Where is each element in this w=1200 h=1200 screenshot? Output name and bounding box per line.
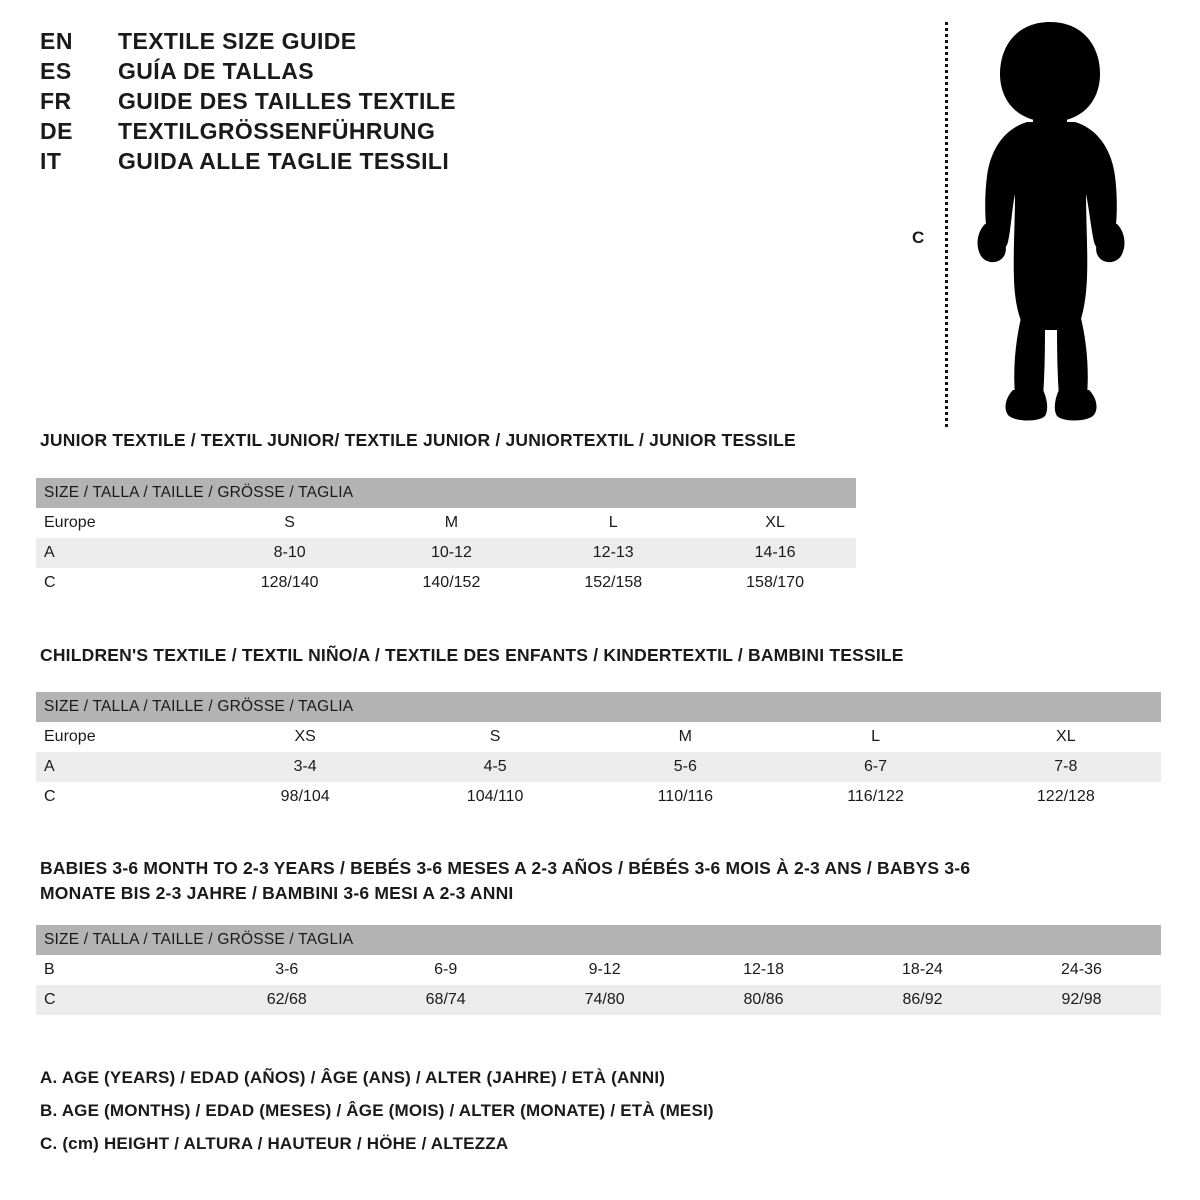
title-row <box>40 148 660 175</box>
table-band-label: SIZE / TALLA / TAILLE / GRÖSSE / TAGLIA <box>36 925 1161 955</box>
cell: 80/86 <box>684 985 843 1015</box>
title-block <box>40 28 660 178</box>
title-lang-it: IT <box>40 148 62 174</box>
cell: 3-4 <box>210 752 400 782</box>
cell: 98/104 <box>210 782 400 812</box>
table-row <box>36 985 1161 1015</box>
size-column-header: XL <box>971 722 1161 752</box>
size-column-header: S <box>400 722 590 752</box>
table-band-row <box>36 692 1161 722</box>
cell: 8-10 <box>209 538 371 568</box>
cell: 5-6 <box>590 752 780 782</box>
column-label: Europe <box>36 722 210 752</box>
title-text-de: TEXTILGRÖSSENFÜHRUNG <box>118 118 436 144</box>
cell: 3-6 <box>207 955 366 985</box>
size-column-header: XL <box>694 508 856 538</box>
table-babies <box>36 925 1161 1015</box>
size-column-header: S <box>209 508 371 538</box>
column-label: Europe <box>36 508 209 538</box>
row-label-a: A <box>36 538 209 568</box>
size-column-header: M <box>590 722 780 752</box>
cell: 128/140 <box>209 568 371 598</box>
cell: 104/110 <box>400 782 590 812</box>
cell: 4-5 <box>400 752 590 782</box>
section-title-babies: BABIES 3-6 MONTH TO 2-3 YEARS / BEBÉS 3-6 MESES A 2-3 AÑOS / BÉBÉS 3-6 MOIS À 2-3 ANS / BABYS 3-6 MONATE BIS 2-3 JAHRE / BAMBINI 3-6 MESI A 2-3 ANNI <box>40 858 971 904</box>
cell: 6-9 <box>366 955 525 985</box>
cell: 116/122 <box>780 782 970 812</box>
row-label-c: C <box>36 568 209 598</box>
cell: 7-8 <box>971 752 1161 782</box>
child-silhouette-icon <box>955 18 1145 428</box>
cell: 86/92 <box>843 985 1002 1015</box>
cell: 10-12 <box>371 538 533 568</box>
title-row <box>40 58 660 85</box>
row-label-a: A <box>36 752 210 782</box>
title-row <box>40 28 660 55</box>
table-row <box>36 955 1161 985</box>
title-lang-fr: FR <box>40 88 72 114</box>
size-column-header: M <box>371 508 533 538</box>
footnote-c: C. (cm) HEIGHT / ALTURA / HAUTEUR / HÖHE / ALTEZZA <box>40 1134 509 1153</box>
height-measure-label: C <box>912 228 925 247</box>
section-title-junior: JUNIOR TEXTILE / TEXTIL JUNIOR/ TEXTILE JUNIOR / JUNIORTEXTIL / JUNIOR TESSILE <box>40 430 796 450</box>
height-measure-line <box>945 22 948 427</box>
title-row <box>40 88 660 115</box>
title-text-fr: GUIDE DES TAILLES TEXTILE <box>118 88 456 114</box>
table-band-row <box>36 478 856 508</box>
footnote-a: A. AGE (YEARS) / EDAD (AÑOS) / ÂGE (ANS) / ALTER (JAHRE) / ETÀ (ANNI) <box>40 1068 666 1087</box>
table-band-label: SIZE / TALLA / TAILLE / GRÖSSE / TAGLIA <box>36 692 1161 722</box>
figure-area <box>900 10 1160 430</box>
table-junior <box>36 478 856 598</box>
table-children <box>36 692 1161 812</box>
cell: 12-18 <box>684 955 843 985</box>
cell: 92/98 <box>1002 985 1161 1015</box>
cell: 12-13 <box>532 538 694 568</box>
row-label-b: B <box>36 955 207 985</box>
table-header-row <box>36 722 1161 752</box>
title-row <box>40 118 660 145</box>
cell: 6-7 <box>780 752 970 782</box>
table-row <box>36 538 856 568</box>
footnote-b: B. AGE (MONTHS) / EDAD (MESES) / ÂGE (MOIS) / ALTER (MONATE) / ETÀ (MESI) <box>40 1101 714 1120</box>
size-column-header: L <box>532 508 694 538</box>
cell: 62/68 <box>207 985 366 1015</box>
row-label-c: C <box>36 782 210 812</box>
title-text-it: GUIDA ALLE TAGLIE TESSILI <box>118 148 450 174</box>
footnotes <box>40 1068 1140 1167</box>
size-column-header: XS <box>210 722 400 752</box>
table-band-row <box>36 925 1161 955</box>
title-lang-es: ES <box>40 58 72 84</box>
table-band-label: SIZE / TALLA / TAILLE / GRÖSSE / TAGLIA <box>36 478 856 508</box>
cell: 24-36 <box>1002 955 1161 985</box>
table-header-row <box>36 508 856 538</box>
cell: 122/128 <box>971 782 1161 812</box>
title-lang-de: DE <box>40 118 73 144</box>
table-row <box>36 782 1161 812</box>
section-title-children: CHILDREN'S TEXTILE / TEXTIL NIÑO/A / TEXTILE DES ENFANTS / KINDERTEXTIL / BAMBINI TESSILE <box>40 645 904 665</box>
cell: 18-24 <box>843 955 1002 985</box>
cell: 152/158 <box>532 568 694 598</box>
cell: 68/74 <box>366 985 525 1015</box>
table-row <box>36 568 856 598</box>
table-row <box>36 752 1161 782</box>
cell: 14-16 <box>694 538 856 568</box>
size-column-header: L <box>780 722 970 752</box>
cell: 9-12 <box>525 955 684 985</box>
cell: 140/152 <box>371 568 533 598</box>
title-lang-en: EN <box>40 28 73 54</box>
row-label-c: C <box>36 985 207 1015</box>
cell: 110/116 <box>590 782 780 812</box>
title-text-es: GUÍA DE TALLAS <box>118 58 314 84</box>
cell: 74/80 <box>525 985 684 1015</box>
cell: 158/170 <box>694 568 856 598</box>
title-text-en: TEXTILE SIZE GUIDE <box>118 28 357 54</box>
